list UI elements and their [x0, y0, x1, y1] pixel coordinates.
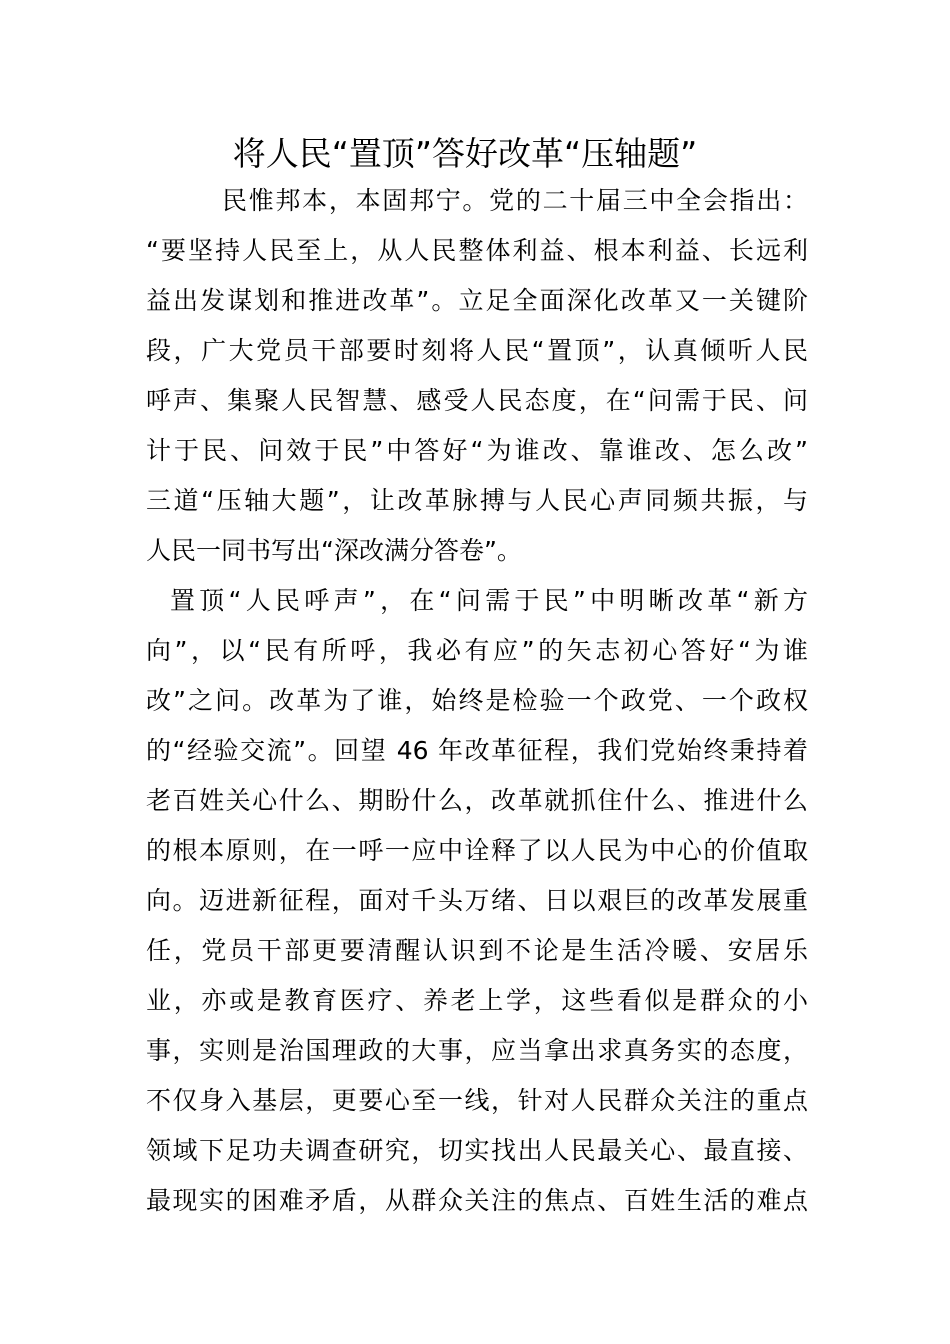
document-title: 将人民“置顶”答好改革“压轴题” — [232, 134, 698, 173]
paragraph-line: 事，实则是治国理政的大事，应当拿出求真务实的态度， — [146, 1036, 808, 1065]
paragraph-line: 向。迈进新征程，面对千头万绪、日以艰巨的改革发展重 — [146, 886, 808, 915]
paragraph-line: 益出发谋划和推进改革”。立足全面深化改革又一关键阶 — [146, 286, 808, 315]
paragraph-line: 业，亦或是教育医疗、养老上学，这些看似是群众的小 — [146, 986, 808, 1015]
paragraph-line: 三道“压轴大题”，让改革脉搏与人民心声同频共振，与 — [146, 486, 808, 515]
paragraph-line: 领域下足功夫调查研究，切实找出人民最关心、最直接、 — [146, 1136, 808, 1165]
paragraph-line: 任，党员干部更要清醒认识到不论是生活冷暖、安居乐 — [146, 936, 808, 965]
paragraph-line: 不仅身入基层，更要心至一线，针对人民群众关注的重点 — [146, 1086, 808, 1115]
paragraph-line: 置顶“人民呼声”，在“问需于民”中明晰改革“新方 — [170, 586, 808, 615]
paragraph-line: “要坚持人民至上，从人民整体利益、根本利益、长远利 — [146, 236, 808, 265]
paragraph-line: 计于民、问效于民”中答好“为谁改、靠谁改、怎么改” — [146, 436, 808, 465]
paragraph-line: 呼声、集聚人民智慧、感受人民态度，在“问需于民、问 — [146, 386, 808, 415]
paragraph-line: 人民一同书写出“深改满分答卷”。 — [146, 536, 522, 565]
paragraph-line: 改”之问。改革为了谁，始终是检验一个政党、一个政权 — [146, 686, 808, 715]
paragraph-line: 段，广大党员干部要时刻将人民“置顶”，认真倾听人民 — [146, 336, 808, 365]
paragraph-line: 的“经验交流”。回望 46 年改革征程，我们党始终秉持着 — [146, 736, 808, 765]
paragraph-line: 的根本原则，在一呼一应中诠释了以人民为中心的价值取 — [146, 836, 808, 865]
paragraph-line: 民惟邦本，本固邦宁。党的二十届三中全会指出： — [222, 186, 808, 215]
paragraph-line: 最现实的困难矛盾，从群众关注的焦点、百姓生活的难点 — [146, 1186, 808, 1215]
paragraph-line: 向”，以“民有所呼，我必有应”的矢志初心答好“为谁 — [146, 636, 808, 665]
paragraph-line: 老百姓关心什么、期盼什么，改革就抓住什么、推进什么 — [146, 786, 808, 815]
